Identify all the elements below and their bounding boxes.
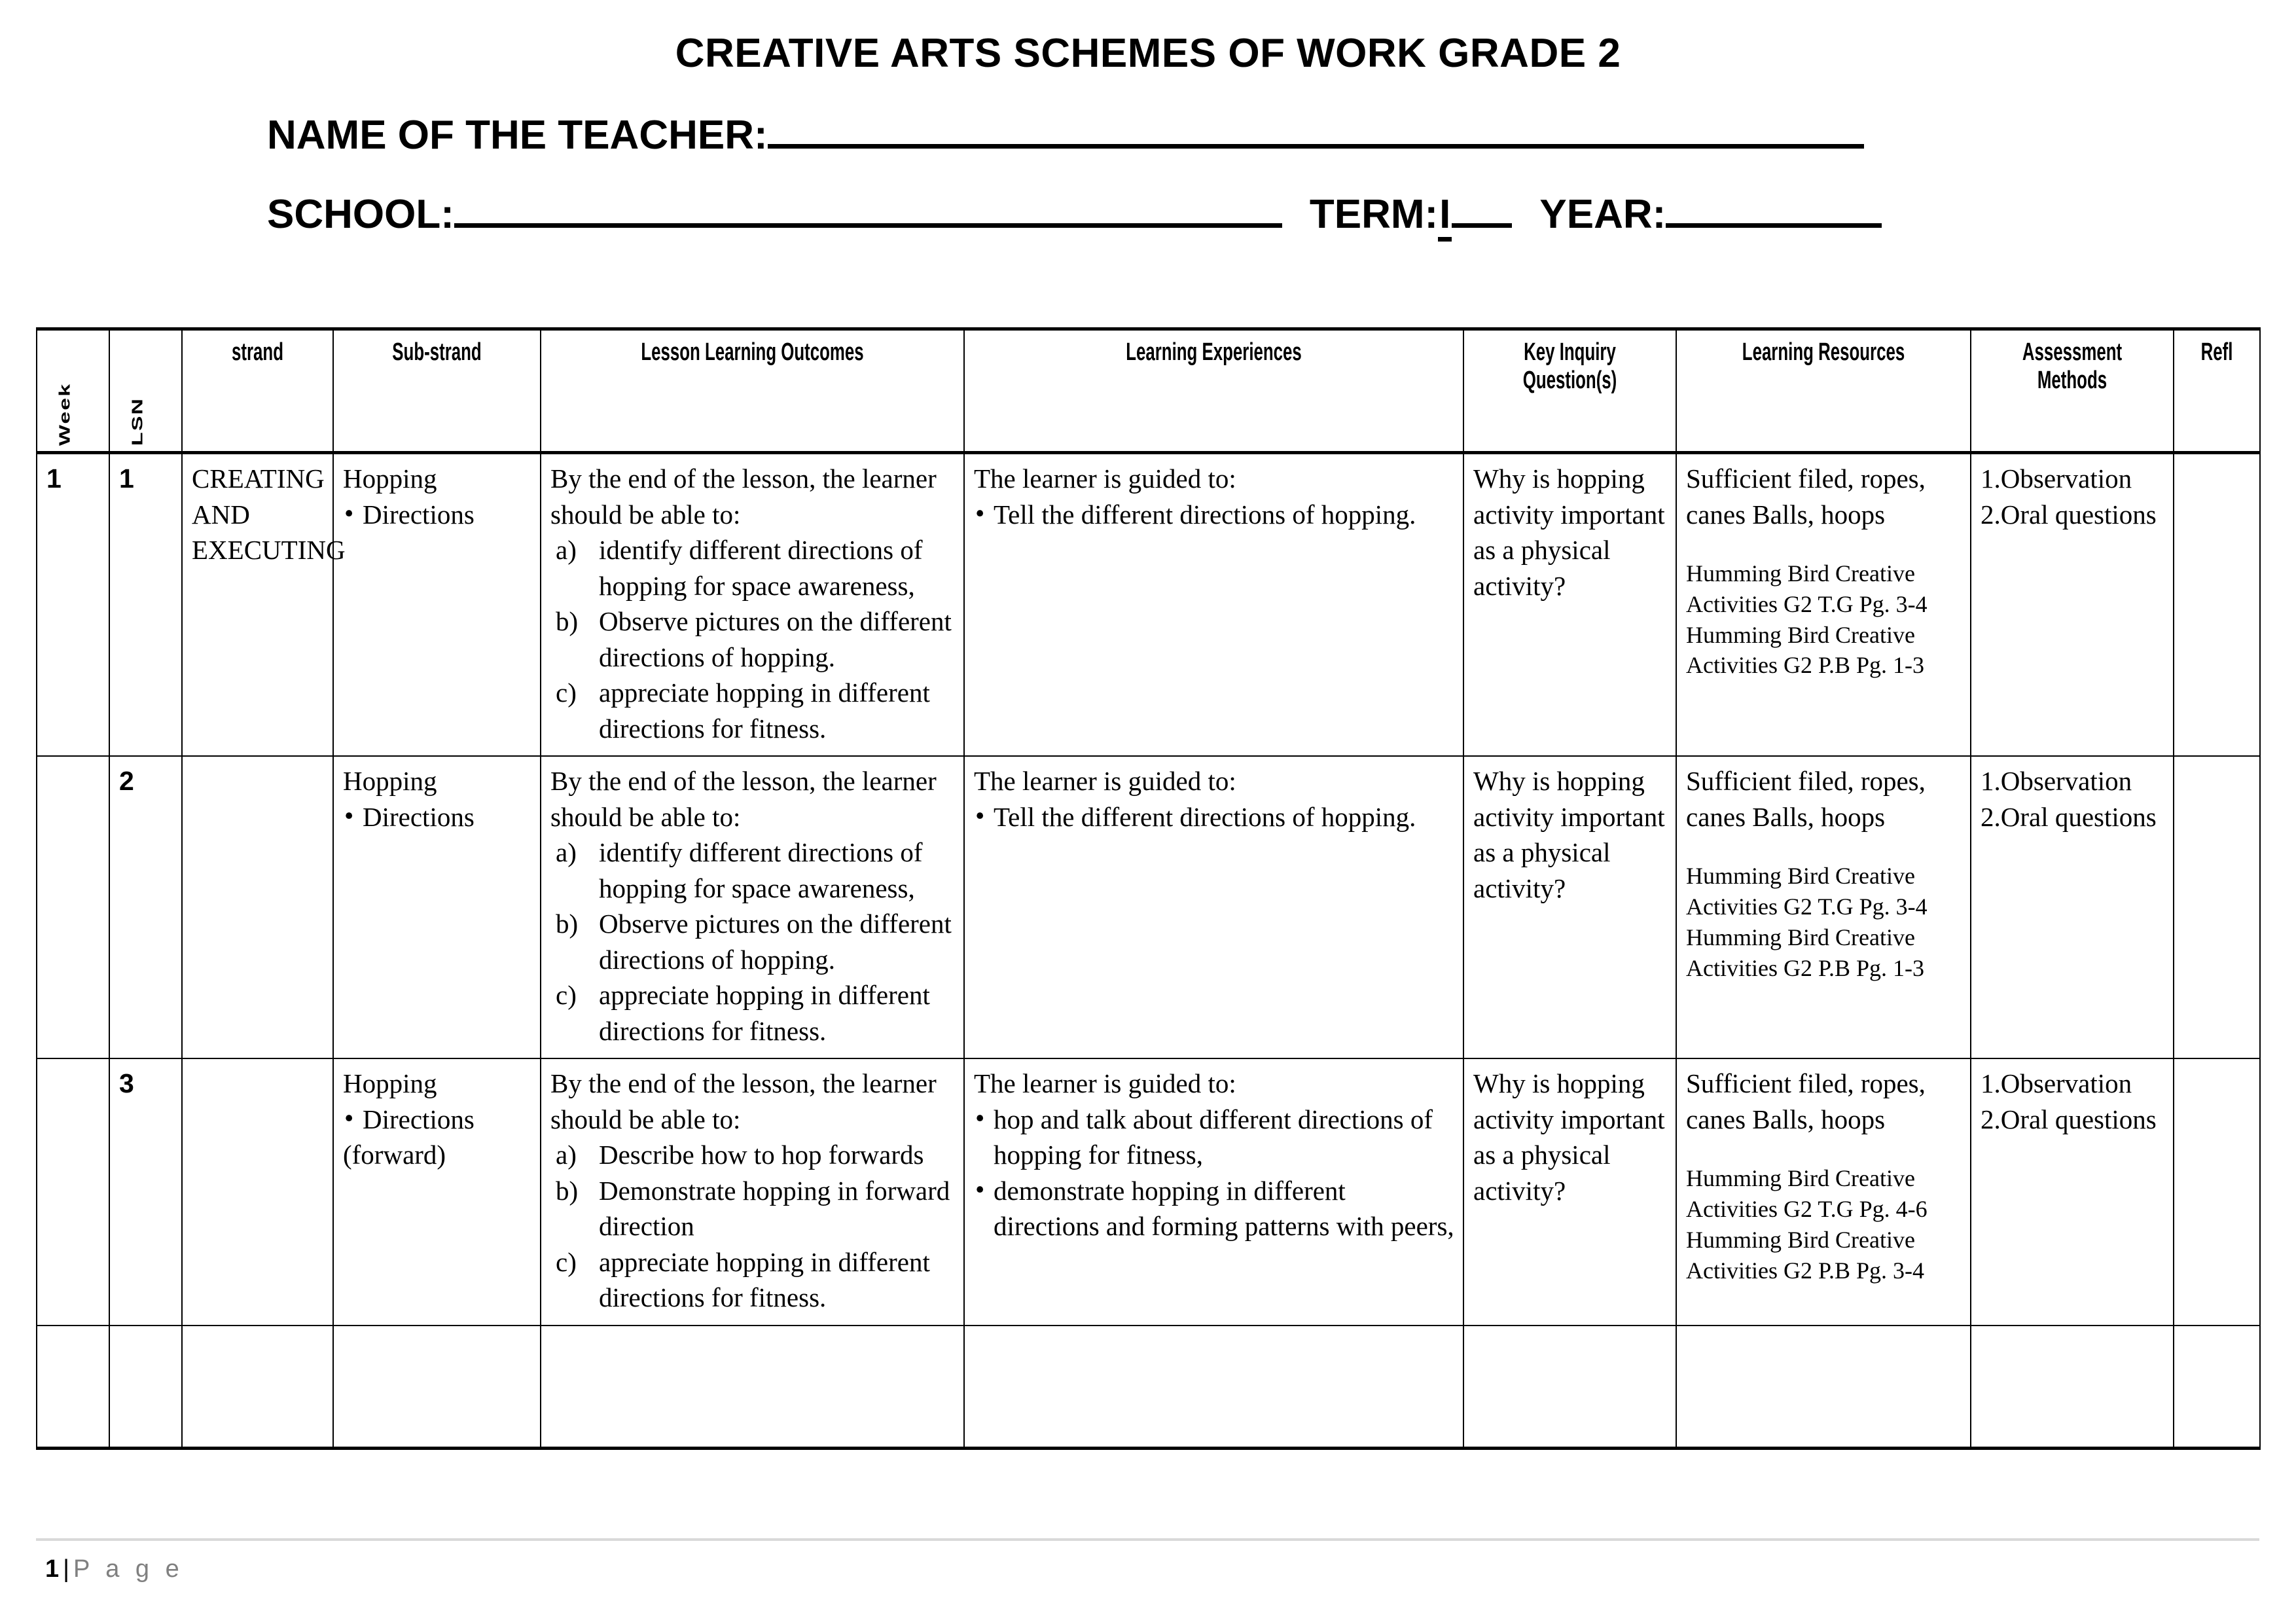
outcome-a: identify different directions of hopping for space awareness, bbox=[599, 837, 923, 903]
sub-strand-bullets bbox=[343, 799, 532, 835]
outcomes-list bbox=[550, 532, 956, 746]
cell-assessment-methods[interactable] bbox=[1971, 1326, 2174, 1449]
resources-materials: Sufficient filed, ropes, canes Balls, hoops bbox=[1686, 766, 1926, 832]
marker-b: b) bbox=[556, 606, 579, 637]
cell-lsn: 2 bbox=[109, 756, 182, 1058]
cell-learning-experiences bbox=[964, 1058, 1463, 1326]
list-item bbox=[550, 835, 956, 906]
column-header-sub-strand: Sub-strand bbox=[367, 329, 508, 453]
marker-b: b) bbox=[556, 1175, 579, 1206]
cell-refl[interactable] bbox=[2174, 756, 2260, 1058]
spacer bbox=[1686, 532, 1962, 558]
resources-materials: Sufficient filed, ropes, canes Balls, hoops bbox=[1686, 463, 1926, 530]
column-header-lsn: LSN bbox=[121, 329, 170, 453]
cell-learning-resources bbox=[1676, 756, 1971, 1058]
term-label: TERM: bbox=[1309, 192, 1439, 237]
resources-materials: Sufficient filed, ropes, canes Balls, hoops bbox=[1686, 1068, 1926, 1134]
experiences-intro: The learner is guided to: bbox=[974, 1068, 1236, 1099]
cell-lsn: 3 bbox=[109, 1058, 182, 1326]
school-term-year-row bbox=[0, 158, 2296, 238]
cell-week[interactable] bbox=[37, 1326, 109, 1449]
school-label: SCHOOL: bbox=[267, 192, 454, 237]
cell-key-inquiry-question[interactable] bbox=[1463, 1326, 1676, 1449]
list-item bbox=[550, 906, 956, 977]
year-label: YEAR: bbox=[1539, 192, 1666, 237]
outcome-b: Demonstrate hopping in forward direction bbox=[599, 1175, 950, 1242]
outcomes-list bbox=[550, 1137, 956, 1316]
list-item: • Directions bbox=[343, 497, 532, 533]
marker-a: a) bbox=[556, 1140, 577, 1170]
column-header-week: Week bbox=[48, 329, 98, 453]
table-header-row bbox=[37, 329, 2260, 453]
experiences-list bbox=[974, 497, 1455, 533]
cell-key-inquiry-question: Why is hopping activity important as a physical activity? bbox=[1463, 1058, 1676, 1326]
cell-learning-experiences bbox=[964, 453, 1463, 757]
assessment-item-2: 2.Oral questions bbox=[1981, 801, 2157, 832]
cell-learning-experiences bbox=[964, 756, 1463, 1058]
marker-c: c) bbox=[556, 677, 577, 708]
list-item bbox=[550, 675, 956, 746]
assessment-item-1: 1.Observation bbox=[1981, 463, 2132, 494]
cell-learning-resources[interactable] bbox=[1676, 1326, 1971, 1449]
column-header-learning-experiences: Learning Experiences bbox=[1044, 329, 1384, 453]
teacher-label: NAME OF THE TEACHER: bbox=[267, 113, 768, 158]
sub-strand-main: Hopping bbox=[343, 1068, 437, 1099]
marker-a: a) bbox=[556, 535, 577, 566]
sub-strand-main: Hopping bbox=[343, 766, 437, 797]
school-blank[interactable] bbox=[454, 192, 1282, 228]
outcome-b: Observe pictures on the different directions of hopping. bbox=[599, 909, 952, 975]
column-header-refl: Refl bbox=[2187, 329, 2246, 453]
cell-week: 1 bbox=[37, 453, 109, 757]
outcome-c: appreciate hopping in different directions for fitness. bbox=[599, 980, 930, 1046]
table-row-empty bbox=[37, 1326, 2260, 1449]
sub-strand-extra: (forward) bbox=[343, 1140, 446, 1170]
cell-strand bbox=[182, 1058, 333, 1326]
assessment-item-1: 1.Observation bbox=[1981, 1068, 2132, 1099]
cell-sub-strand bbox=[333, 756, 541, 1058]
cell-lesson-learning-outcomes[interactable] bbox=[541, 1326, 964, 1449]
cell-lesson-learning-outcomes bbox=[541, 756, 964, 1058]
page-separator: | bbox=[63, 1555, 70, 1583]
assessment-item-1: 1.Observation bbox=[1981, 766, 2132, 797]
cell-week bbox=[37, 1058, 109, 1326]
outcome-b: Observe pictures on the different directions of hopping. bbox=[599, 606, 952, 672]
column-header-strand: strand bbox=[206, 329, 309, 453]
list-item: • Directions bbox=[343, 1102, 532, 1138]
outcome-a: identify different directions of hopping for space awareness, bbox=[599, 535, 923, 601]
list-item: • hop and talk about different directions of hopping for fitness, bbox=[974, 1102, 1455, 1173]
experiences-intro: The learner is guided to: bbox=[974, 463, 1236, 494]
column-header-learning-resources: Learning Resources bbox=[1723, 329, 1924, 453]
marker-c: c) bbox=[556, 1246, 577, 1277]
resources-reference-2: Humming Bird Creative Activities G2 P.B Pg. 1-3 bbox=[1686, 621, 1925, 679]
outcomes-intro: By the end of the lesson, the learner should be able to: bbox=[550, 1068, 937, 1134]
cell-refl[interactable] bbox=[2174, 1058, 2260, 1326]
resources-reference-1: Humming Bird Creative Activities G2 T.G Pg. 4-6 bbox=[1686, 1165, 1928, 1223]
table-row bbox=[37, 756, 2260, 1058]
outcome-c: appreciate hopping in different directions for fitness. bbox=[599, 677, 930, 744]
page-footer bbox=[36, 1538, 2259, 1583]
cell-strand[interactable] bbox=[182, 1326, 333, 1449]
list-item: • Tell the different directions of hopping. bbox=[974, 497, 1455, 533]
assessment-item-2: 2.Oral questions bbox=[1981, 499, 2157, 530]
table-row bbox=[37, 453, 2260, 757]
list-item bbox=[550, 1137, 956, 1173]
table-row bbox=[37, 1058, 2260, 1326]
cell-lsn[interactable] bbox=[109, 1326, 182, 1449]
cell-key-inquiry-question: Why is hopping activity important as a physical activity? bbox=[1463, 453, 1676, 757]
sub-strand-main: Hopping bbox=[343, 463, 437, 494]
term-blank[interactable] bbox=[1452, 192, 1512, 228]
teacher-field-row bbox=[0, 77, 2296, 158]
outcome-a: Describe how to hop forwards bbox=[599, 1140, 924, 1170]
cell-lesson-learning-outcomes bbox=[541, 1058, 964, 1326]
column-header-assessment-methods: Assessment Methods bbox=[2003, 329, 2142, 453]
sub-strand-bullets bbox=[343, 1102, 532, 1138]
cell-strand: CREATING AND EXECUTING bbox=[182, 453, 333, 757]
list-item bbox=[550, 1173, 956, 1244]
list-item bbox=[550, 977, 956, 1049]
term-value[interactable]: I bbox=[1438, 192, 1452, 242]
resources-reference-2: Humming Bird Creative Activities G2 P.B Pg. 1-3 bbox=[1686, 924, 1925, 981]
sub-strand-bullets bbox=[343, 497, 532, 533]
outcomes-list bbox=[550, 835, 956, 1049]
cell-learning-resources bbox=[1676, 453, 1971, 757]
year-blank[interactable] bbox=[1666, 192, 1882, 228]
resources-reference-2: Humming Bird Creative Activities G2 P.B Pg. 3-4 bbox=[1686, 1226, 1925, 1284]
schemes-of-work-table bbox=[36, 327, 2261, 1450]
cell-strand bbox=[182, 756, 333, 1058]
spacer bbox=[1686, 835, 1962, 861]
list-item bbox=[550, 1244, 956, 1316]
list-item: • Directions bbox=[343, 799, 532, 835]
cell-lsn: 1 bbox=[109, 453, 182, 757]
cell-refl[interactable] bbox=[2174, 453, 2260, 757]
cell-assessment-methods bbox=[1971, 756, 2174, 1058]
footer-page-indicator bbox=[36, 1541, 2259, 1583]
spacer bbox=[1686, 1137, 1962, 1163]
list-item bbox=[550, 604, 956, 675]
cell-assessment-methods bbox=[1971, 1058, 2174, 1326]
cell-learning-resources bbox=[1676, 1058, 1971, 1326]
list-item bbox=[550, 532, 956, 604]
column-header-lesson-learning-outcomes: Lesson Learning Outcomes bbox=[609, 329, 897, 453]
cell-learning-experiences[interactable] bbox=[964, 1326, 1463, 1449]
page-title: CREATIVE ARTS SCHEMES OF WORK GRADE 2 bbox=[675, 31, 1621, 76]
outcomes-intro: By the end of the lesson, the learner should be able to: bbox=[550, 766, 937, 832]
teacher-blank[interactable] bbox=[768, 113, 1864, 149]
list-item: • demonstrate hopping in different directions and forming patterns with peers, bbox=[974, 1173, 1455, 1244]
page-word: P a g e bbox=[73, 1555, 184, 1583]
cell-sub-strand bbox=[333, 453, 541, 757]
assessment-item-2: 2.Oral questions bbox=[1981, 1104, 2157, 1134]
cell-refl[interactable] bbox=[2174, 1326, 2260, 1449]
marker-c: c) bbox=[556, 980, 577, 1011]
cell-assessment-methods bbox=[1971, 453, 2174, 757]
experiences-list bbox=[974, 1102, 1455, 1244]
resources-reference-1: Humming Bird Creative Activities G2 T.G Pg. 3-4 bbox=[1686, 863, 1928, 920]
outcome-c: appreciate hopping in different directions for fitness. bbox=[599, 1246, 930, 1313]
cell-sub-strand bbox=[333, 1058, 541, 1326]
marker-a: a) bbox=[556, 837, 577, 868]
outcomes-intro: By the end of the lesson, the learner should be able to: bbox=[550, 463, 937, 530]
list-item: • Tell the different directions of hopping. bbox=[974, 799, 1455, 835]
marker-b: b) bbox=[556, 909, 579, 939]
cell-key-inquiry-question: Why is hopping activity important as a physical activity? bbox=[1463, 756, 1676, 1058]
resources-reference-1: Humming Bird Creative Activities G2 T.G Pg. 3-4 bbox=[1686, 560, 1928, 617]
cell-sub-strand[interactable] bbox=[333, 1326, 541, 1449]
experiences-list bbox=[974, 799, 1455, 835]
cell-week bbox=[37, 756, 109, 1058]
column-header-key-inquiry-questions: Key Inquiry Question(s) bbox=[1498, 329, 1642, 453]
cell-lesson-learning-outcomes bbox=[541, 453, 964, 757]
page-number: 1 bbox=[45, 1555, 60, 1583]
experiences-intro: The learner is guided to: bbox=[974, 766, 1236, 797]
